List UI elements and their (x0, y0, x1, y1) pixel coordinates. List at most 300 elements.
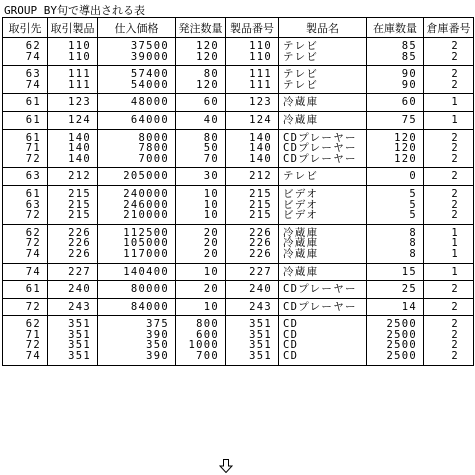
cell-value: 80000 (130, 283, 169, 296)
cell-value: 124 (68, 113, 91, 126)
table-cell (424, 111, 474, 129)
cell-value: 90 (401, 78, 417, 91)
cell-value: 351 (68, 339, 91, 352)
table-cell (48, 94, 98, 112)
table-cell (176, 316, 226, 365)
cell-value: 63 (25, 170, 41, 183)
cell-value: テレビ (283, 78, 319, 91)
table-cell (279, 263, 367, 281)
cell-value: 351 (249, 350, 272, 363)
cell-value: テレビ (283, 50, 319, 63)
table-cell (424, 168, 474, 186)
table-cell (367, 298, 424, 316)
cell-value: 71 (25, 328, 41, 341)
cell-value: 63 (25, 198, 41, 211)
cell-value: 2 (451, 350, 459, 363)
table-cell (3, 168, 48, 186)
cell-value: 140 (249, 142, 272, 155)
table-cell (98, 129, 176, 168)
table-cell (98, 281, 176, 299)
table-cell (424, 185, 474, 224)
table-cell (3, 316, 48, 365)
table-cell (3, 94, 48, 112)
table-cell (176, 66, 226, 94)
cell-value: 390 (146, 328, 169, 341)
cell-value: CDプレーヤー (283, 152, 357, 165)
record-group (3, 316, 474, 365)
cell-value: 351 (249, 318, 272, 331)
cell-value: CD (283, 328, 299, 341)
table-cell (98, 316, 176, 365)
cell-value: 冷蔵庫 (283, 226, 319, 239)
column-header: 在庫数量 (367, 18, 424, 38)
table-cell (176, 94, 226, 112)
table-cell (226, 111, 279, 129)
cell-value: 120 (394, 152, 417, 165)
table-cell (98, 94, 176, 112)
record-group (3, 263, 474, 281)
cell-value: 62 (25, 40, 41, 52)
cell-value: 85 (401, 50, 417, 63)
cell-value: 140400 (123, 265, 169, 278)
cell-value: 2 (451, 318, 459, 331)
cell-value: 110 (249, 40, 272, 52)
table-cell (3, 185, 48, 224)
table-cell (226, 224, 279, 263)
table-cell (367, 94, 424, 112)
cell-value: CD (283, 350, 299, 363)
cell-value: 60 (203, 96, 219, 109)
cell-value: 246000 (123, 198, 169, 211)
cell-value: 85 (401, 40, 417, 52)
cell-value: 62 (25, 226, 41, 239)
column-header: 倉庫番号 (424, 18, 474, 38)
cell-value: 8000 (138, 131, 169, 144)
cell-value: 72 (25, 300, 41, 313)
cell-value: 2 (451, 142, 459, 155)
cell-value: 212 (249, 170, 272, 183)
table-cell (48, 38, 98, 66)
cell-value: 226 (68, 247, 91, 260)
cell-value: 140 (249, 131, 272, 144)
table-cell (176, 224, 226, 263)
cell-value: ビデオ (283, 198, 319, 211)
cell-value: 600 (196, 328, 219, 341)
cell-value: 120 (394, 131, 417, 144)
table-cell (98, 168, 176, 186)
table-cell (226, 281, 279, 299)
cell-value: 61 (25, 283, 41, 296)
cell-value: 2 (451, 152, 459, 165)
cell-value: 212 (68, 170, 91, 183)
cell-value: 冷蔵庫 (283, 113, 319, 126)
record-group (3, 94, 474, 112)
table-cell (226, 316, 279, 365)
table-cell (176, 168, 226, 186)
cell-value: 111 (68, 68, 91, 81)
cell-value: 111 (68, 78, 91, 91)
cell-value: 110 (68, 40, 91, 52)
cell-value: 700 (196, 350, 219, 363)
cell-value: 210000 (123, 209, 169, 222)
cell-value: 2 (451, 68, 459, 81)
table-cell (367, 281, 424, 299)
cell-value: 351 (68, 350, 91, 363)
cell-value: 243 (68, 300, 91, 313)
cell-value: 105000 (123, 237, 169, 250)
column-header: 発注数量 (176, 18, 226, 38)
table-cell (367, 66, 424, 94)
cell-value: 74 (25, 50, 41, 63)
cell-value: 74 (25, 247, 41, 260)
cell-value: 1 (451, 265, 459, 278)
cell-value: 215 (249, 209, 272, 222)
table-cell (226, 66, 279, 94)
cell-value: ビデオ (283, 209, 319, 222)
cell-value: 61 (25, 131, 41, 144)
cell-value: 54000 (130, 78, 169, 91)
cell-value: 39000 (130, 50, 169, 63)
cell-value: 7800 (138, 142, 169, 155)
table-cell (176, 263, 226, 281)
table-cell (176, 298, 226, 316)
cell-value: 40 (203, 113, 219, 126)
table-cell (226, 38, 279, 66)
table-cell (424, 298, 474, 316)
table-cell (279, 185, 367, 224)
cell-value: 80 (203, 131, 219, 144)
table-cell (367, 38, 424, 66)
cell-value: 123 (68, 96, 91, 109)
record-group (3, 38, 474, 66)
table-cell (48, 185, 98, 224)
cell-value: 140 (68, 131, 91, 144)
table-cell (176, 111, 226, 129)
table-cell (48, 263, 98, 281)
table-cell (279, 38, 367, 66)
table-cell (424, 263, 474, 281)
cell-value: 2 (451, 283, 459, 296)
group-by-table (2, 17, 474, 366)
cell-value: 冷蔵庫 (283, 237, 319, 250)
cell-value: 5 (409, 187, 417, 200)
record-group (3, 224, 474, 263)
table-cell (176, 38, 226, 66)
table-cell (424, 281, 474, 299)
table-cell (176, 185, 226, 224)
cell-value: 1 (451, 113, 459, 126)
record-group (3, 185, 474, 224)
record-group (3, 281, 474, 299)
header-row (3, 18, 474, 38)
table-cell (176, 281, 226, 299)
cell-value: 25 (401, 283, 417, 296)
table-cell (48, 168, 98, 186)
table-cell (226, 129, 279, 168)
table-cell (367, 129, 424, 168)
cell-value: 64000 (130, 113, 169, 126)
cell-value: 10 (203, 300, 219, 313)
cell-value: 117000 (123, 247, 169, 260)
table-cell (279, 94, 367, 112)
cell-value: 2 (451, 78, 459, 91)
record-group (3, 111, 474, 129)
table-cell (98, 111, 176, 129)
cell-value: 20 (203, 247, 219, 260)
table-cell (367, 168, 424, 186)
cell-value: 120 (196, 78, 219, 91)
table-cell (279, 111, 367, 129)
table-cell (3, 281, 48, 299)
cell-value: CD (283, 339, 299, 352)
cell-value: 冷蔵庫 (283, 247, 319, 260)
table-cell (424, 66, 474, 94)
cell-value: 48000 (130, 96, 169, 109)
table-cell (279, 224, 367, 263)
table-cell (424, 224, 474, 263)
table-cell (98, 38, 176, 66)
cell-value: 240 (249, 283, 272, 296)
cell-value: 2 (451, 328, 459, 341)
cell-value: 215 (249, 198, 272, 211)
cell-value: 2 (451, 40, 459, 52)
cell-value: 2500 (386, 328, 417, 341)
cell-value: 62 (25, 318, 41, 331)
cell-value: 7000 (138, 152, 169, 165)
cell-value: CDプレーヤー (283, 300, 357, 313)
cell-value: 50 (203, 142, 219, 155)
cell-value: 2 (451, 209, 459, 222)
cell-value: 8 (409, 226, 417, 239)
cell-value: 140 (249, 152, 272, 165)
record-group (3, 66, 474, 94)
record-group (3, 129, 474, 168)
table-cell (48, 298, 98, 316)
table-cell (3, 66, 48, 94)
cell-value: CD (283, 318, 299, 331)
cell-value: 61 (25, 113, 41, 126)
cell-value: 20 (203, 237, 219, 250)
table-cell (98, 185, 176, 224)
cell-value: 74 (25, 350, 41, 363)
cell-value: 120 (196, 50, 219, 63)
table-cell (3, 298, 48, 316)
cell-value: 227 (249, 265, 272, 278)
record-group (3, 168, 474, 186)
table-cell (98, 66, 176, 94)
table-cell (226, 263, 279, 281)
table-cell (3, 38, 48, 66)
cell-value: 74 (25, 78, 41, 91)
cell-value: 72 (25, 237, 41, 250)
table-cell (279, 281, 367, 299)
cell-value: 243 (249, 300, 272, 313)
table-cell (3, 129, 48, 168)
cell-value: 2 (451, 198, 459, 211)
cell-value: 226 (249, 237, 272, 250)
cell-value: 215 (68, 187, 91, 200)
table-cell (367, 185, 424, 224)
table-cell (424, 129, 474, 168)
cell-value: 61 (25, 96, 41, 109)
cell-value: テレビ (283, 40, 319, 52)
table-cell (226, 168, 279, 186)
cell-value: 351 (249, 339, 272, 352)
cell-value: 2 (451, 339, 459, 352)
table-cell (176, 129, 226, 168)
cell-value: 112500 (123, 226, 169, 239)
cell-value: 240 (68, 283, 91, 296)
cell-value: 72 (25, 152, 41, 165)
cell-value: テレビ (283, 68, 319, 81)
cell-value: 冷蔵庫 (283, 96, 319, 109)
cell-value: 124 (249, 113, 272, 126)
table-cell (48, 129, 98, 168)
cell-value: 226 (68, 237, 91, 250)
cell-value: 60 (401, 96, 417, 109)
cell-value: 1000 (188, 339, 219, 352)
cell-value: 2500 (386, 339, 417, 352)
cell-value: 2500 (386, 318, 417, 331)
cell-value: CDプレーヤー (283, 131, 357, 144)
cell-value: 215 (68, 209, 91, 222)
cell-value: 80 (203, 68, 219, 81)
cell-value: 30 (203, 170, 219, 183)
column-header: 製品名 (279, 18, 367, 38)
table-cell (98, 224, 176, 263)
cell-value: 226 (249, 226, 272, 239)
cell-value: 240000 (123, 187, 169, 200)
cell-value: テレビ (283, 170, 319, 183)
table-cell (48, 111, 98, 129)
cell-value: 111 (249, 78, 272, 91)
table-cell (98, 263, 176, 281)
cell-value: 140 (68, 152, 91, 165)
cell-value: CDプレーヤー (283, 283, 357, 296)
cell-value: 350 (146, 339, 169, 352)
table-cell (279, 316, 367, 365)
table-cell (367, 316, 424, 365)
cell-value: 2 (451, 187, 459, 200)
cell-value: 72 (25, 339, 41, 352)
cell-value: 5 (409, 209, 417, 222)
cell-value: 84000 (130, 300, 169, 313)
column-header: 取引先 (3, 18, 48, 38)
cell-value: 37500 (130, 40, 169, 52)
cell-value: 61 (25, 187, 41, 200)
cell-value: 75 (401, 113, 417, 126)
cell-value: 110 (68, 50, 91, 63)
cell-value: 375 (146, 318, 169, 331)
cell-value: 2 (451, 131, 459, 144)
cell-value: 14 (401, 300, 417, 313)
cell-value: 226 (68, 226, 91, 239)
cell-value: ビデオ (283, 187, 319, 200)
cell-value: 70 (203, 152, 219, 165)
cell-value: 140 (68, 142, 91, 155)
table-cell (48, 281, 98, 299)
table-cell (226, 185, 279, 224)
cell-value: 63 (25, 68, 41, 81)
cell-value: 71 (25, 142, 41, 155)
table-cell (98, 298, 176, 316)
cell-value: 10 (203, 187, 219, 200)
cell-value: 1 (451, 247, 459, 260)
table-cell (48, 66, 98, 94)
cell-value: 74 (25, 265, 41, 278)
cell-value: 2500 (386, 350, 417, 363)
cell-value: 120 (394, 142, 417, 155)
cell-value: 351 (249, 328, 272, 341)
table-body (3, 38, 474, 366)
cell-value: 227 (68, 265, 91, 278)
cell-value: 2 (451, 300, 459, 313)
cell-value: 1 (451, 226, 459, 239)
column-header: 製品番号 (226, 18, 279, 38)
record-group (3, 298, 474, 316)
cell-value: 215 (68, 198, 91, 211)
table-cell (3, 263, 48, 281)
table-cell (279, 129, 367, 168)
cell-value: 20 (203, 283, 219, 296)
cell-value: 10 (203, 209, 219, 222)
cell-value: 8 (409, 247, 417, 260)
cell-value: 5 (409, 198, 417, 211)
table-cell (424, 94, 474, 112)
cell-value: 20 (203, 226, 219, 239)
cell-value: 0 (409, 170, 417, 183)
table-cell (279, 168, 367, 186)
table-caption: GROUP BY句で導出される表 (4, 4, 145, 17)
cell-value: 120 (196, 40, 219, 52)
cell-value: 1 (451, 237, 459, 250)
table-cell (424, 316, 474, 365)
cell-value: 1 (451, 96, 459, 109)
cell-value: 205000 (123, 170, 169, 183)
column-header: 取引製品 (48, 18, 98, 38)
cell-value: 90 (401, 68, 417, 81)
table-cell (226, 298, 279, 316)
cell-value: CDプレーヤー (283, 142, 357, 155)
table-cell (279, 66, 367, 94)
cell-value: 800 (196, 318, 219, 331)
table-cell (279, 298, 367, 316)
down-arrow-icon (219, 459, 233, 473)
table-cell (226, 94, 279, 112)
column-header: 仕入価格 (98, 18, 176, 38)
cell-value: 2 (451, 170, 459, 183)
table-cell (424, 38, 474, 66)
cell-value: 冷蔵庫 (283, 265, 319, 278)
table-cell (3, 224, 48, 263)
cell-value: 8 (409, 237, 417, 250)
cell-value: 215 (249, 187, 272, 200)
cell-value: 15 (401, 265, 417, 278)
cell-value: 57400 (130, 68, 169, 81)
cell-value: 110 (249, 50, 272, 63)
cell-value: 10 (203, 198, 219, 211)
table-cell (48, 316, 98, 365)
cell-value: 390 (146, 350, 169, 363)
cell-value: 226 (249, 247, 272, 260)
cell-value: 111 (249, 68, 272, 81)
table-cell (367, 263, 424, 281)
cell-value: 351 (68, 328, 91, 341)
cell-value: 123 (249, 96, 272, 109)
cell-value: 351 (68, 318, 91, 331)
table-cell (3, 111, 48, 129)
table-cell (367, 111, 424, 129)
